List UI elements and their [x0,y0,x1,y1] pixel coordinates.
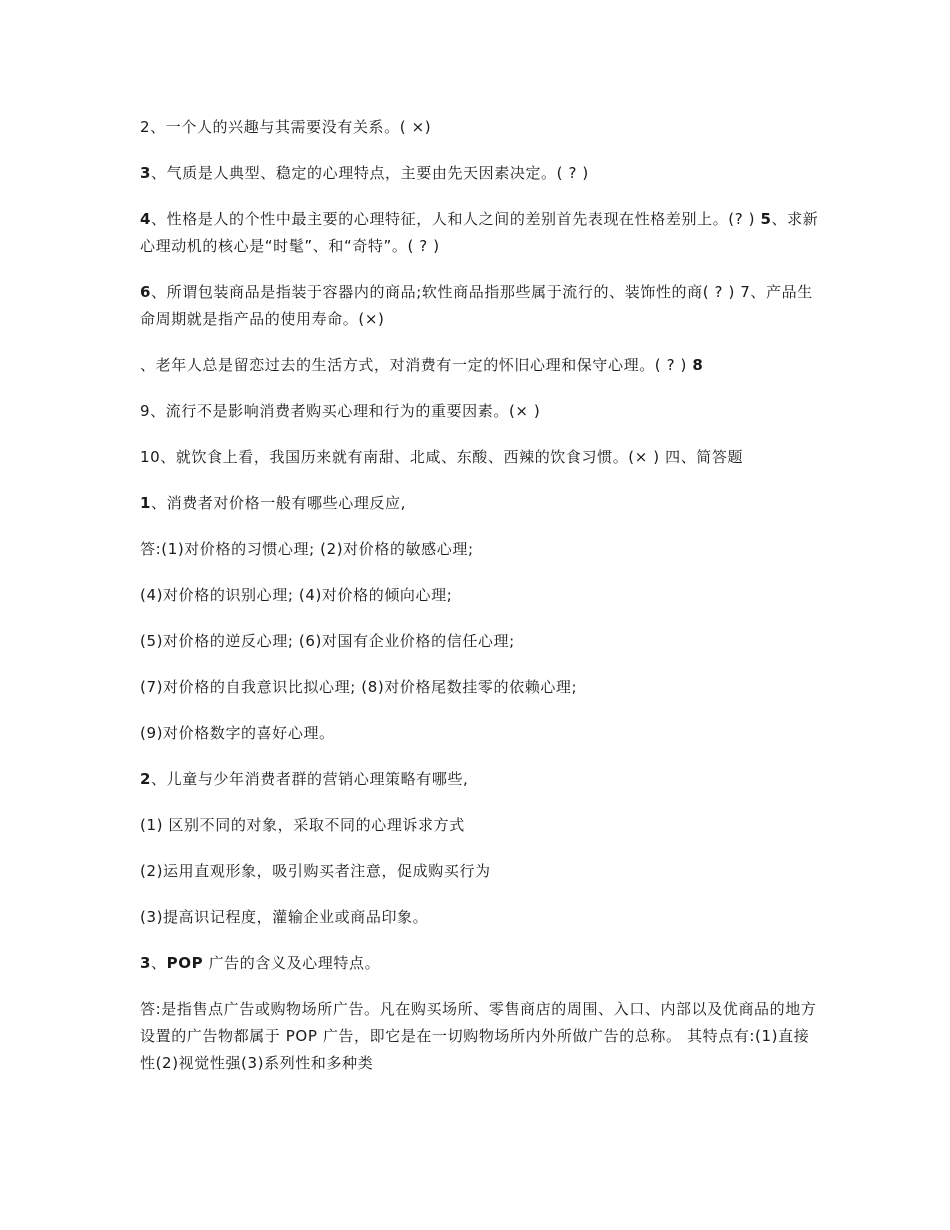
paragraph-q6-q7 [140,279,820,333]
paragraph-answer-line [140,674,820,701]
paragraph-text: 、所谓包装商品是指装于容器内的商品;软性商品指那些属于流行的、装饰性的商( ? ) 7、产品生命周期就是指产品的使用寿命。(×) [140,283,813,328]
paragraph-text: (7)对价格的自我意识比拟心理; (8)对价格尾数挂零的依赖心理; [140,678,578,696]
item-number: 8 [692,356,704,374]
paragraph-short-q2 [140,766,820,793]
paragraph-answer-line [140,628,820,655]
paragraph-text: 、气质是人典型、稳定的心理特点，主要由先天因素决定。( ? ) [151,164,589,182]
paragraph-text: 答:(1)对价格的习惯心理; (2)对价格的敏感心理; [140,540,474,558]
paragraph-text: 广告的含义及心理特点。 [203,954,381,972]
paragraph-text: 、老年人总是留恋过去的生活方式，对消费有一定的怀旧心理和保守心理。( ? ) [140,356,693,374]
paragraph-q2 [140,114,820,141]
paragraph-text: (4)对价格的识别心理; (4)对价格的倾向心理; [140,586,453,604]
paragraph-text: 、消费者对价格一般有哪些心理反应, [151,494,407,512]
paragraph-answer-line [140,858,820,885]
paragraph-text: (3)提高识记程度，灌输企业或商品印象。 [140,908,429,926]
paragraph-text: 10、就饮食上看，我国历来就有南甜、北咸、东酸、西辣的饮食习惯。(× ) 四、简答题 [140,448,744,466]
paragraph-text: (1) 区别不同的对象，采取不同的心理诉求方式 [140,816,465,834]
item-number: 3 [140,954,152,972]
item-number: 2 [140,770,152,788]
paragraph-text: 、 [151,954,167,972]
paragraph-answer-line [140,720,820,747]
item-number: 3 [140,164,152,182]
paragraph-answer-line [140,536,820,563]
paragraph-text: 答:是指售点广告或购物场所广告。凡在购买场所、零售商店的周围、入口、内部以及优商品的地方设置的广告物都属于 POP 广告，即它是在一切购物场所内外所做广告的总称。 其特点有:(1)直接性(2)视觉性强(3)系列性和多种类 [140,1000,817,1072]
paragraph-text: 、求新心理动机的核心是“时髦”、和“奇特”。( ? ) [140,210,819,255]
paragraph-short-q3 [140,950,820,977]
item-number: 5 [760,210,772,228]
item-number: 1 [140,494,152,512]
paragraph-q4-q5 [140,206,820,260]
paragraph-text: 、儿童与少年消费者群的营销心理策略有哪些, [151,770,469,788]
paragraph-q9 [140,398,820,425]
paragraph-answer-line [140,904,820,931]
paragraph-answer-pop [140,996,820,1077]
paragraph-text: 9、流行不是影响消费者购买心理和行为的重要因素。(× ) [140,402,541,420]
paragraph-text: 、一个人的兴趣与其需要没有关系。( ×) [150,118,432,136]
paragraph-answer-line [140,582,820,609]
paragraph-text: (9)对价格数字的喜好心理。 [140,724,335,742]
pop-term: POP [166,954,204,972]
paragraph-q8 [140,352,820,379]
item-number: 4 [140,210,152,228]
document-page [140,114,820,1096]
paragraph-answer-line [140,812,820,839]
paragraph-text: (5)对价格的逆反心理; (6)对国有企业价格的信任心理; [140,632,515,650]
paragraph-q3 [140,160,820,187]
paragraph-short-q1 [140,490,820,517]
item-number: 6 [140,283,152,301]
paragraph-q10 [140,444,820,471]
paragraph-text: 、性格是人的个性中最主要的心理特征，人和人之间的差别首先表现在性格差别上。(? ) [151,210,761,228]
paragraph-text: (2)运用直观形象，吸引购买者注意，促成购买行为 [140,862,491,880]
item-number: 2 [140,118,151,136]
